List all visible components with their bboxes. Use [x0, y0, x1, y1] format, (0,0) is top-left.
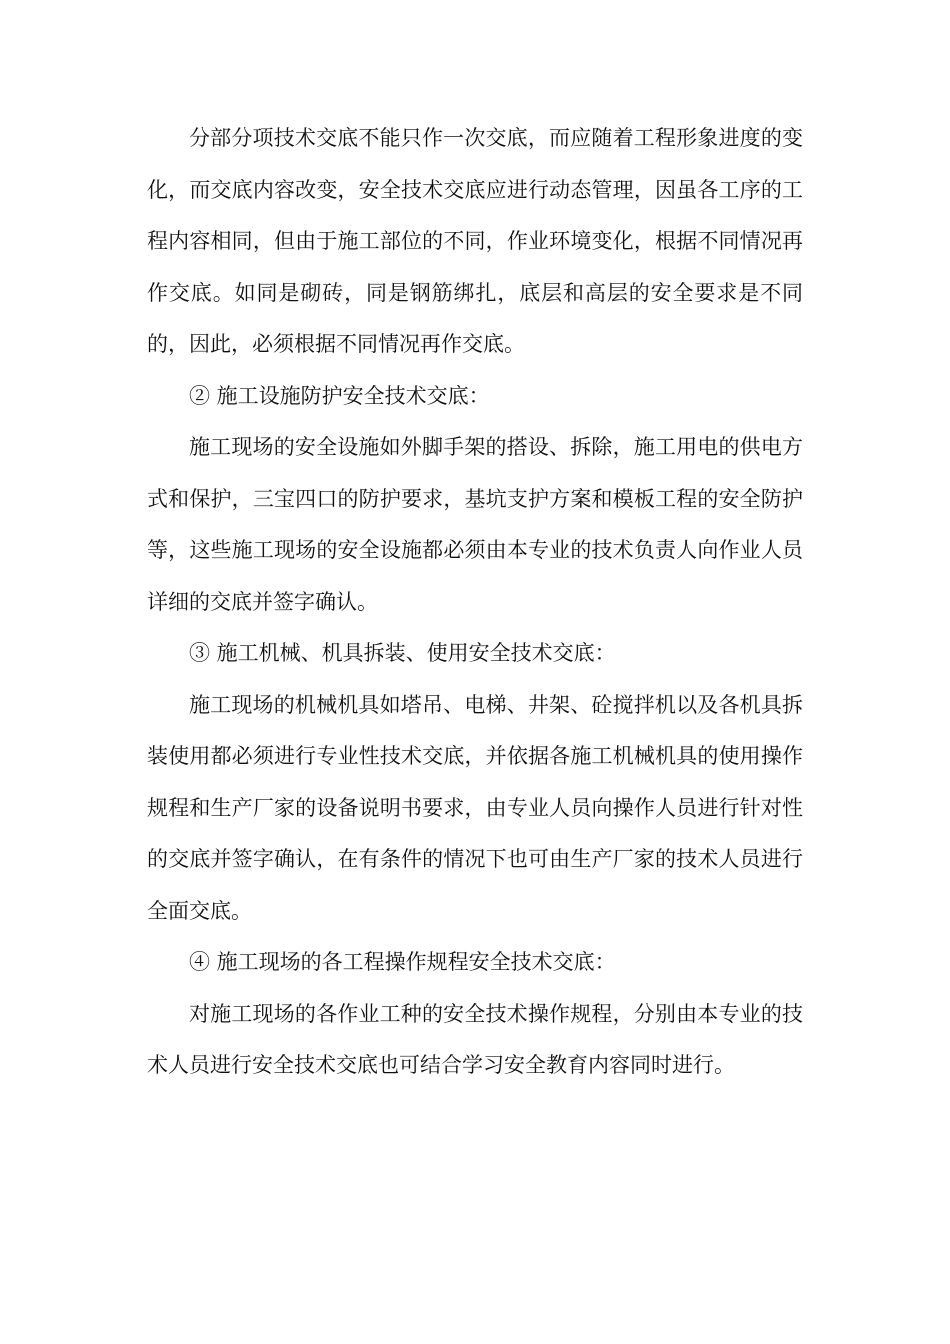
paragraph-dynamic-disclosure: 分部分项技术交底不能只作一次交底，而应随着工程形象进度的变化，而交底内容改变，安全技术交底应进行动态管理，因虽各工序的工程内容相同，但由于施工部位的不同，作业环境变化，根据不同情况再作交底。如同是砌砖，同是钢筋绑扎，底层和高层的安全要求是不同的，因此，必须根据不同情况再作交底。	[147, 126, 803, 356]
document-body	[147, 113, 803, 1092]
paragraph-safety-facilities: 施工现场的安全设施如外脚手架的搭设、拆除，施工用电的供电方式和保护，三宝四口的防护要求，基坑支护方案和模板工程的安全防护等，这些施工现场的安全设施都必须由本专业的技术负责人向作业人员详细的交底并签字确认。	[147, 435, 803, 614]
paragraph-operating-procedures: 对施工现场的各作业工种的安全技术操作规程，分别由本专业的技术人员进行安全技术交底也可结合学习安全教育内容同时进行。	[147, 1001, 803, 1077]
heading-operating-procedures: ④ 施工现场的各工程操作规程安全技术交底：	[189, 950, 616, 974]
heading-machinery-disclosure: ③ 施工机械、机具拆装、使用安全技术交底：	[189, 641, 616, 665]
paragraph-machinery: 施工现场的机械机具如塔吊、电梯、井架、砼搅拌机以及各机具拆装使用都必须进行专业性技术交底，并依据各施工机械机具的使用操作规程和生产厂家的设备说明书要求，由专业人员向操作人员进行针对性的交底并签字确认，在有条件的情况下也可由生产厂家的技术人员进行全面交底。	[147, 692, 803, 923]
heading-facility-protection: ② 施工设施防护安全技术交底：	[189, 383, 490, 408]
